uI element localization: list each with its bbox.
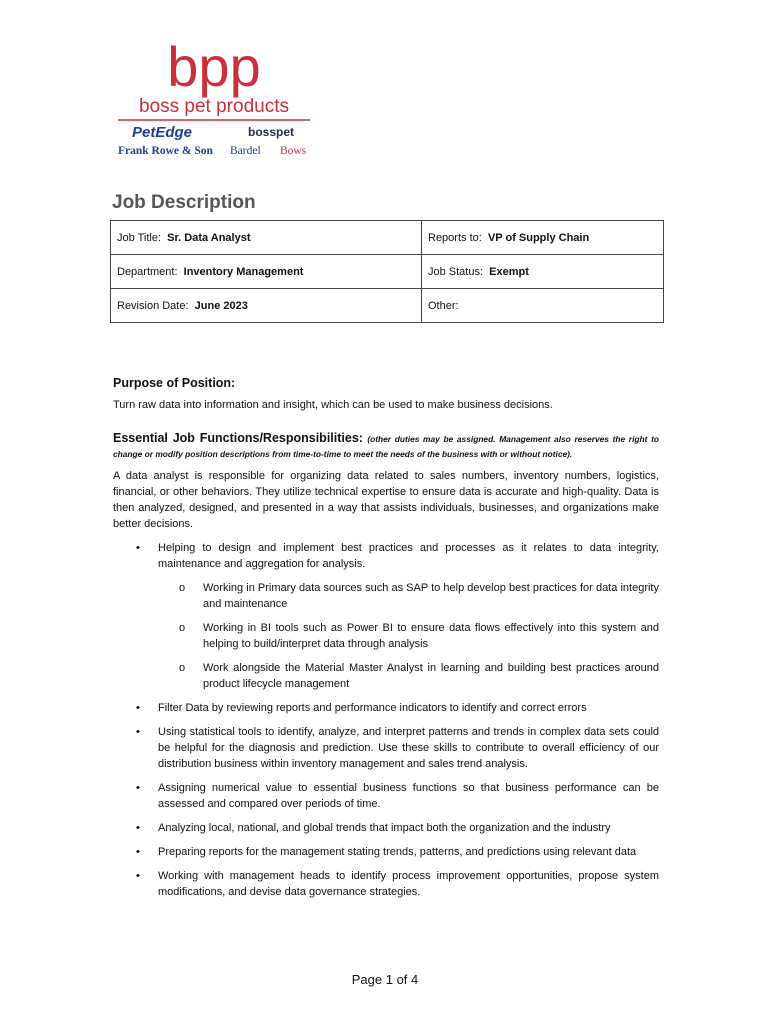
bullet-text: Using statistical tools to identify, analyze, and interpret patterns and trends in complex data sets could be helpful for the diagnosis and prediction. Use these skills to contribute to overall efficiency of our distribution business within inventory management and sales trend analysis.: [158, 726, 659, 770]
department-cell: [111, 255, 422, 289]
department-label: Department:: [117, 265, 178, 278]
job-info-table: [110, 220, 664, 323]
logo-brand-bows: Bows: [280, 145, 307, 157]
list-item: [113, 820, 659, 836]
bullet-icon: •: [136, 822, 140, 834]
job-status-label: Job Status:: [428, 265, 484, 278]
sub-bullet-icon: o: [179, 662, 186, 674]
functions-heading: Essential Job Functions/Responsibilities:: [113, 431, 363, 445]
revision-date-value: June 2023: [194, 299, 248, 312]
reports-to-value: VP of Supply Chain: [487, 231, 590, 244]
logo-brand-frank-rowe: Frank Rowe & Son: [118, 145, 213, 157]
list-item: [113, 844, 659, 860]
other-cell: [422, 289, 664, 323]
reports-to-label: Reports to:: [428, 231, 482, 244]
department-value: Inventory Management: [183, 265, 304, 278]
functions-intro: A data analyst is responsible for organizing data related to sales numbers, inventory numbers, logistics, financial, or other behaviors. They utilize technical expertise to ensure data is accurate and high-quality. Data is then analyzed, designed, and presented in a way that assists individuals, businesses, and organizations make better decisions.: [113, 470, 659, 530]
reports-to-cell: [422, 221, 664, 255]
bullet-icon: •: [136, 702, 140, 714]
list-item: [113, 780, 659, 812]
bullet-text: Preparing reports for the management stating trends, patterns, and predictions using relevant data: [158, 846, 637, 858]
logo-brand-bardel: Bardel: [230, 145, 261, 157]
responsibilities-list: [113, 540, 659, 908]
functions-note: (other duties may be assigned. Management also reserves the right to change or modify position descriptions from time-to-time to meet the needs of the business with or without notice).: [113, 434, 659, 459]
list-item: [113, 540, 659, 572]
sub-bullet-text: Working in BI tools such as Power BI to ensure data flows effectively into this system and helping to build/interpret data through analysis: [203, 622, 659, 650]
list-item: [113, 620, 659, 652]
job-title-cell: [111, 221, 422, 255]
logo-main-text: bpp: [167, 40, 261, 98]
bullet-text: Assigning numerical value to essential business functions so that business performance can be assessed and compared over periods of time.: [158, 782, 659, 810]
sub-bullet-text: Work alongside the Material Master Analyst in learning and building best practices around product lifecycle management: [203, 662, 659, 690]
document-title: Job Description: [112, 192, 256, 213]
list-item: [113, 700, 659, 716]
list-item: [113, 580, 659, 612]
company-logo: [110, 40, 325, 160]
sub-bullet-text: Working in Primary data sources such as SAP to help develop best practices for data integrity and maintenance: [203, 582, 659, 610]
job-title-value: Sr. Data Analyst: [167, 231, 251, 244]
job-status-value: Exempt: [489, 265, 529, 278]
page-number: Page 1 of 4: [351, 972, 419, 987]
bullet-icon: •: [136, 782, 140, 794]
bullet-text: Filter Data by reviewing reports and performance indicators to identify and correct errors: [158, 702, 587, 714]
logo-company-text: boss pet products: [139, 96, 289, 117]
list-item: [113, 868, 659, 900]
logo-brand-bosspet: bosspet: [248, 125, 295, 139]
job-title-label: Job Title:: [117, 231, 162, 244]
other-label: Other:: [428, 299, 459, 312]
revision-date-label: Revision Date:: [117, 299, 189, 312]
table-row: [111, 255, 664, 289]
table-row: [111, 289, 664, 323]
job-status-cell: [422, 255, 664, 289]
revision-date-cell: [111, 289, 422, 323]
bullet-icon: •: [136, 542, 140, 554]
logo-brand-petedge: PetEdge: [132, 124, 193, 141]
table-row: [111, 221, 664, 255]
list-item: [113, 724, 659, 772]
sub-bullet-icon: o: [179, 622, 186, 634]
bullet-text: Working with management heads to identify process improvement opportunities, propose system modifications, and devise data governance strategies.: [158, 870, 659, 898]
purpose-section: [113, 375, 659, 413]
sub-bullet-icon: o: [179, 582, 186, 594]
purpose-heading: Purpose of Position:: [113, 376, 236, 390]
bullet-text: Helping to design and implement best practices and processes as it relates to data integrity, maintenance and aggregation for analysis.: [158, 542, 659, 570]
bullet-icon: •: [136, 726, 140, 738]
list-item: [113, 660, 659, 692]
purpose-text: Turn raw data into information and insight, which can be used to make business decisions.: [113, 399, 553, 411]
bullet-icon: •: [136, 846, 140, 858]
bullet-text: Analyzing local, national, and global trends that impact both the organization and the industry: [158, 822, 611, 834]
functions-section: [113, 431, 659, 532]
bullet-icon: •: [136, 870, 140, 882]
